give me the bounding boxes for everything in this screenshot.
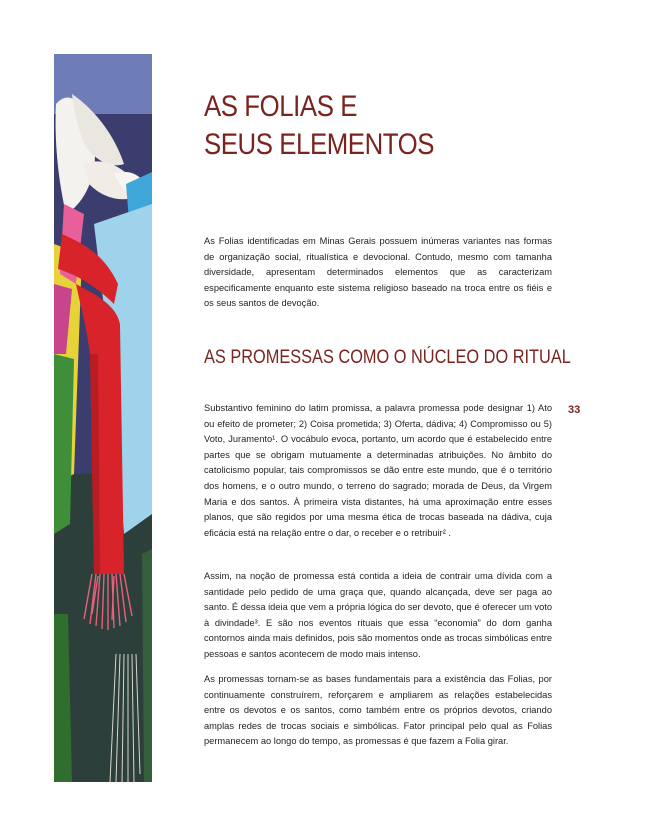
title-line-2: SEUS ELEMENTOS [204,128,435,161]
title-line-1: AS FOLIAS E [204,90,357,123]
page-number: 33 [568,404,581,416]
ribbons-illustration [54,54,152,782]
body-paragraph-1: Substantivo feminino do latim promissa, a palavra promessa pode designar 1) Ato ou efeito de prometer; 2) Coisa prometida; 3) Oferta, dádiva; 4) Compromisso ou 5) Voto, Juramento¹. O vocábulo evoca, portanto, um acordo que é estabelecido entre partes que se obrigam mutuamente a determinadas atribuições. No âmbito do catolicismo popular, tais compromissos se dão entre este mundo, que é o território dos homens, e o outro mundo, o terreno do sagrado; morada de Deus, da Virgem Maria e dos santos. À primeira vista distantes, há uma aproximação entre esses planos, que são regidos por uma mesma ética de trocas baseada na dádiva, cuja eficácia está na relação entre o dar, o receber e o retribuir² . [204,403,552,538]
decorative-ribbon-photo [54,54,152,782]
body-paragraph-3: As promessas tornam-se as bases fundamentais para a existência das Folias, por continuamente construírem, reforçarem e ampliarem as relações estabelecidas entre os devotos e os santos, como também entre os próprios devotos, criando amplas redes de trocas sociais e simbólicas. Fator principal pelo qual as Folias permanecem ao longo do tempo, as promessas é que fazem a Folia girar. [204,674,552,747]
section-heading: AS PROMESSAS COMO O NÚCLEO DO RITUAL [204,347,571,368]
page-title [204,88,434,164]
body-paragraph-2: Assim, na noção de promessa está contida a ideia de contrair uma dívida com a santidade pelo pedido de uma graça que, quando alcançada, deve ser paga ao santo. É dessa ideia que vem a própria lógica do ser devoto, que é oferecer um voto à divindade³. E são nos eventos rituais que essa “economia” do dom ganha contornos ainda mais definidos, pois são momentos onde as trocas simbólicas entre pessoas e santos acontecem de modo mais intenso. [204,571,552,659]
intro-paragraph: As Folias identificadas em Minas Gerais possuem inúmeras variantes nas formas de organização social, ritualística e devocional. Contudo, mesmo com tamanha diversidade, apresentam determinados elementos que as caracterizam especificamente enquanto este sistema religioso baseado na troca entre os fiéis e os seus santos de devoção. [204,236,552,309]
